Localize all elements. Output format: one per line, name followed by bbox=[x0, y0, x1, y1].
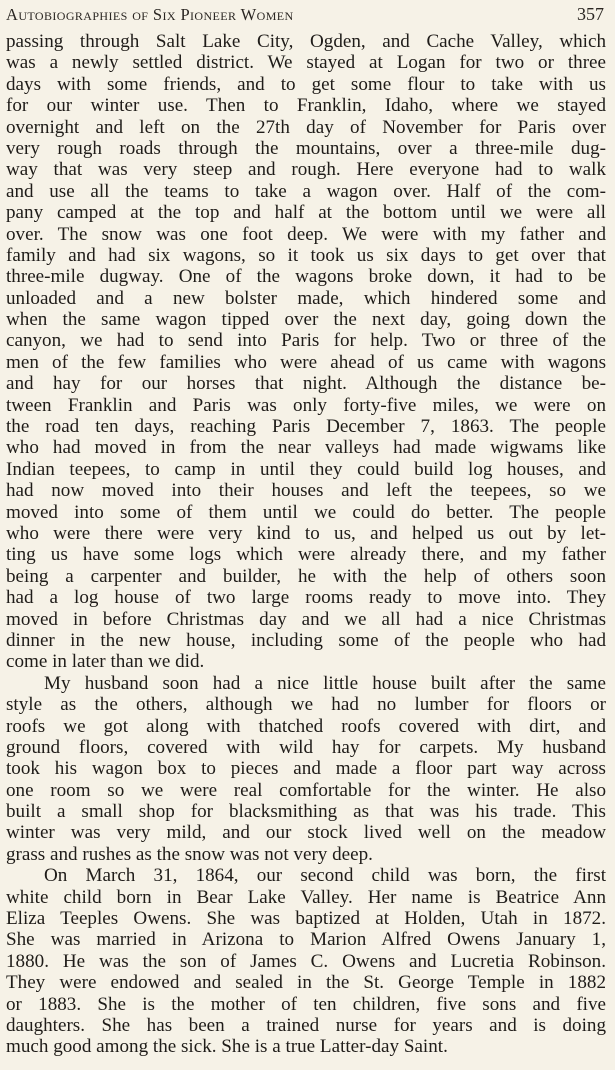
text-line: for our winter use. Then to Franklin, Idaho, where we stayed bbox=[6, 95, 606, 117]
text-line: being a carpenter and builder, he with the help of others soon bbox=[6, 565, 606, 587]
running-title: Autobiographies of Six Pioneer Women bbox=[6, 5, 294, 24]
text-line: and use all the teams to take a wagon over. Half of the com- bbox=[6, 180, 606, 202]
text-line: style as the others, although we had no lumber for floors or bbox=[6, 694, 606, 716]
text-line: canyon, we had to send into Paris for help. Two or three of the bbox=[6, 330, 606, 352]
text-line: grass and rushes as the snow was not very deep. bbox=[6, 843, 373, 865]
page-number: 357 bbox=[577, 4, 604, 24]
text-line: family and had six wagons, so it took us six days to get over that bbox=[6, 244, 606, 266]
text-line: when the same wagon tipped over the next day, going down the bbox=[6, 309, 606, 331]
text-line: way that was very steep and rough. Here everyone had to walk bbox=[6, 159, 606, 181]
text-line: who were there were very kind to us, and helped us out by let- bbox=[6, 522, 606, 544]
text-line: or 1883. She is the mother of ten children, five sons and five bbox=[6, 993, 606, 1015]
text-line: moved in before Christmas day and we all had a nice Christmas bbox=[6, 608, 606, 630]
text-line: daughters. She has been a trained nurse for years and is doing bbox=[6, 1014, 606, 1036]
text-line: On March 31, 1864, our second child was born, the first bbox=[44, 865, 606, 887]
text-line: My husband soon had a nice little house built after the same bbox=[44, 672, 606, 694]
text-line: moved into some of them until we could do better. The people bbox=[6, 501, 606, 523]
text-line: come in later than we did. bbox=[6, 651, 205, 673]
text-line: white child born in Bear Lake Valley. Her name is Beatrice Ann bbox=[6, 886, 606, 908]
text-line: pany camped at the top and half at the bottom until we were all bbox=[6, 202, 606, 224]
text-line: unloaded and a new bolster made, which hindered some and bbox=[6, 287, 606, 309]
text-line: overnight and left on the 27th day of November for Paris over bbox=[6, 116, 606, 138]
text-line: Indian teepees, to camp in until they could build log houses, and bbox=[6, 458, 606, 480]
text-line: over. The snow was one foot deep. We were with my father and bbox=[6, 223, 606, 245]
text-line: ground floors, covered with wild hay for carpets. My husband bbox=[6, 736, 606, 758]
text-line: and hay for our horses that night. Although the distance be- bbox=[6, 373, 606, 395]
body-text bbox=[6, 31, 606, 1058]
text-line: had now moved into their houses and left the teepees, so we bbox=[6, 480, 606, 502]
paragraph bbox=[6, 31, 606, 673]
text-line: tween Franklin and Paris was only forty-five miles, we were on bbox=[6, 394, 606, 416]
text-line: three-mile dugway. One of the wagons broke down, it had to be bbox=[6, 266, 606, 288]
text-line: had a log house of two large rooms ready to move into. They bbox=[6, 587, 606, 609]
text-line: who had moved in from the near valleys had made wigwams like bbox=[6, 437, 606, 459]
text-line: 1880. He was the son of James C. Owens and Lucretia Robinson. bbox=[6, 950, 606, 972]
text-line: the road ten days, reaching Paris December 7, 1863. The people bbox=[6, 416, 606, 438]
text-line: was a newly settled district. We stayed at Logan for two or three bbox=[6, 52, 606, 74]
text-line: dinner in the new house, including some of the people who had bbox=[6, 629, 606, 651]
text-line: They were endowed and sealed in the St. George Temple in 1882 bbox=[6, 972, 606, 994]
text-line: days with some friends, and to get some flour to take with us bbox=[6, 73, 606, 95]
running-head bbox=[6, 2, 606, 28]
text-line: men of the few families who were ahead of us came with wagons bbox=[6, 351, 606, 373]
text-line: She was married in Arizona to Marion Alfred Owens January 1, bbox=[6, 929, 606, 951]
paragraph bbox=[6, 865, 606, 1058]
text-line: passing through Salt Lake City, Ogden, and Cache Valley, which bbox=[6, 31, 606, 52]
text-line: roofs we got along with thatched roofs covered with dirt, and bbox=[6, 715, 606, 737]
text-line: winter was very mild, and our stock lived well on the meadow bbox=[6, 822, 606, 844]
text-line: much good among the sick. She is a true Latter-day Saint. bbox=[6, 1036, 448, 1058]
text-line: took his wagon box to pieces and made a floor part way across bbox=[6, 758, 606, 780]
text-line: very rough roads through the mountains, over a three-mile dug- bbox=[6, 137, 606, 159]
text-line: one room so we were real comfortable for the winter. He also bbox=[6, 779, 606, 801]
text-line: ting us have some logs which were already there, and my father bbox=[6, 544, 606, 566]
text-line: Eliza Teeples Owens. She was baptized at Holden, Utah in 1872. bbox=[6, 908, 606, 930]
paragraph bbox=[6, 673, 606, 866]
text-line: built a small shop for blacksmithing as that was his trade. This bbox=[6, 801, 606, 823]
